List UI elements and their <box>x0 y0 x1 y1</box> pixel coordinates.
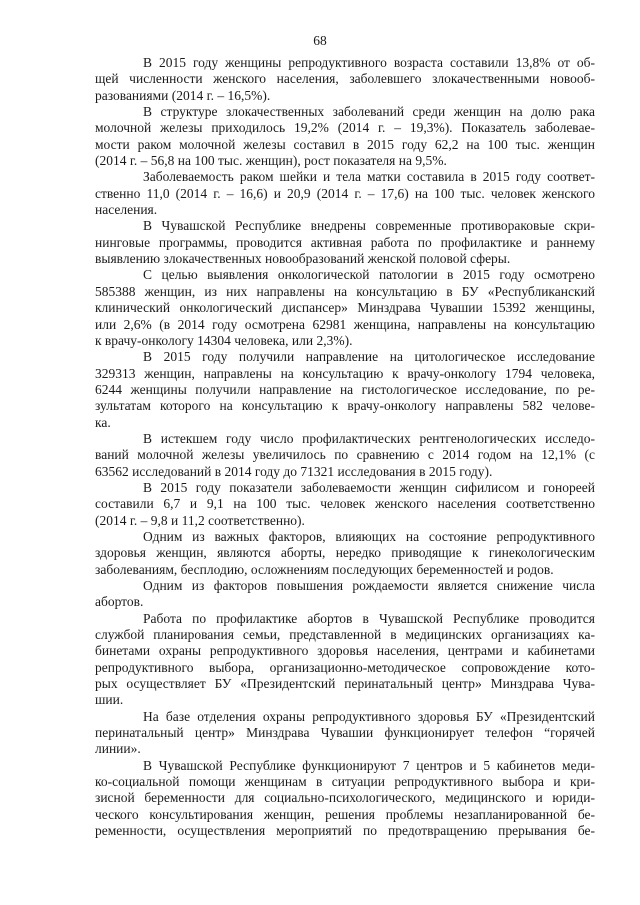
paragraph <box>95 169 595 218</box>
paragraph <box>95 709 595 758</box>
text-line: ка. <box>95 414 111 430</box>
text-line: ко-социальной помощи женщинам в ситуации репродуктивного выбора и кри- <box>95 774 595 790</box>
paragraph <box>95 431 595 480</box>
paragraph <box>95 267 595 349</box>
text-line: Заболеваемость раком шейки и тела матки составила в 2015 году соответ- <box>143 169 595 185</box>
text-line: составили 6,7 и 9,1 на 100 тыс. человек женского населения соответственно <box>95 496 595 512</box>
text-line: зисной беременности для социально-психологического, медицинского и юриди- <box>95 790 595 806</box>
text-line: бинетами охраны репродуктивного здоровья населения, центрами и кабинетами <box>95 643 595 659</box>
text-line: шии. <box>95 692 124 708</box>
text-line: ременности, осуществления мероприятий по предотвращению прерывания бе- <box>95 823 595 839</box>
text-line: В 2015 году женщины репродуктивного возраста составили 13,8% от об- <box>143 55 595 70</box>
paragraph <box>95 611 595 709</box>
paragraph <box>95 55 595 104</box>
text-line: нинговые программы, проводится активная работа по профилактике и раннему <box>95 234 595 250</box>
text-line: службой планирования семьи, представленной в медицинских организациях ка- <box>95 627 595 643</box>
text-line: В Чувашской Республике внедрены современные противораковые скри- <box>143 218 595 234</box>
text-line: молочной железы приходилось 19,2% (2014 г. – 19,3%). Показатель заболевае- <box>95 120 595 136</box>
text-line: абортов. <box>95 594 144 610</box>
text-line: В 2015 году получили направление на цитологическое исследование <box>143 349 595 365</box>
text-line: линии». <box>95 741 141 757</box>
text-line: населения. <box>95 202 158 218</box>
text-line: рых осуществляет БУ «Президентский перинатальный центр» Минздрава Чува- <box>95 676 595 692</box>
text-line: зультатам которого на консультацию к врачу-онкологу направлены 582 челове- <box>95 398 595 414</box>
paragraph <box>95 758 595 840</box>
text-line: В 2015 году показатели заболеваемости женщин сифилисом и гонореей <box>143 479 595 495</box>
text-line: Одним из важных факторов, влияющих на состояние репродуктивного <box>143 528 595 544</box>
text-line: ческого консультирования женщин, решения проблемы незапланированной бе- <box>95 806 595 822</box>
text-line: С целью выявления онкологической патологии в 2015 году осмотрено <box>143 267 595 283</box>
text-line: ваний молочной железы увеличилось по сравнению с 2014 годом на 12,1% (с <box>95 447 595 463</box>
text-line: выявлению злокачественных новообразований женской половой сферы. <box>95 251 511 267</box>
paragraph <box>95 104 595 169</box>
text-line: мости раком молочной железы составил в 2015 году 62,2 на 100 тыс. женщин <box>95 136 595 152</box>
text-line: 6244 женщины получили направление на гистологическое исследование, по ре- <box>95 381 595 397</box>
text-line: перинатальный центр» Минздрава Чувашии функционирует телефон “горячей <box>95 725 595 741</box>
text-line: В истекшем году число профилактических рентгенологических исследо- <box>143 430 595 446</box>
body-text <box>95 55 595 840</box>
text-line: На базе отделения охраны репродуктивного здоровья БУ «Президентский <box>143 708 595 724</box>
paragraph <box>95 349 595 431</box>
text-line: В Чувашской Республике функционируют 7 центров и 5 кабинетов меди- <box>143 757 595 773</box>
text-line: заболеваниям, бесплодию, осложнениям последующих беременностей и родов. <box>95 561 554 577</box>
page-number: 68 <box>313 33 327 48</box>
text-line: 63562 исследований в 2014 году до 71321 исследования в 2015 году). <box>95 463 493 479</box>
text-line: к врачу-онкологу 14304 человека, или 2,3%). <box>95 332 353 348</box>
text-line: 329313 женщин, направлены на консультацию к врачу-онкологу 1794 человека, <box>95 365 595 381</box>
text-line: Одним из факторов повышения рождаемости является снижение числа <box>143 578 595 593</box>
text-line: Работа по профилактике абортов в Чувашской Республике проводится <box>143 610 595 626</box>
text-line: (2014 г. – 9,8 и 11,2 соответственно). <box>95 512 305 528</box>
text-line: ственно 11,0 (2014 г. – 16,6) и 20,9 (2014 г. – 17,6) на 100 тыс. человек женского <box>95 185 595 201</box>
text-line: щей численности женского населения, заболевшего злокачественными новооб- <box>95 71 595 87</box>
text-line: здоровья женщин, являются аборты, нередко приводящие к гинекологическим <box>95 545 595 561</box>
text-line: 585388 женщин, из них направлены на консультацию в БУ «Республиканский <box>95 283 595 299</box>
paragraph <box>95 480 595 529</box>
paragraph <box>95 218 595 267</box>
paragraph <box>95 529 595 578</box>
text-line: В структуре злокачественных заболеваний среди женщин на долю рака <box>143 104 595 120</box>
text-line: репродуктивного выбора, организационно-методическое сопровождение кото- <box>95 659 595 675</box>
paragraph <box>95 578 595 611</box>
text-line: разованиями (2014 г. – 16,5%). <box>95 87 271 103</box>
text-line: клинический онкологический диспансер» Минздрава Чувашии 15392 женщины, <box>95 300 595 316</box>
text-line: или 2,6% (в 2014 году осмотрена 62981 женщина, направлены на консультацию <box>95 316 595 332</box>
text-line: (2014 г. – 56,8 на 100 тыс. женщин), рост показателя на 9,5%. <box>95 153 447 169</box>
